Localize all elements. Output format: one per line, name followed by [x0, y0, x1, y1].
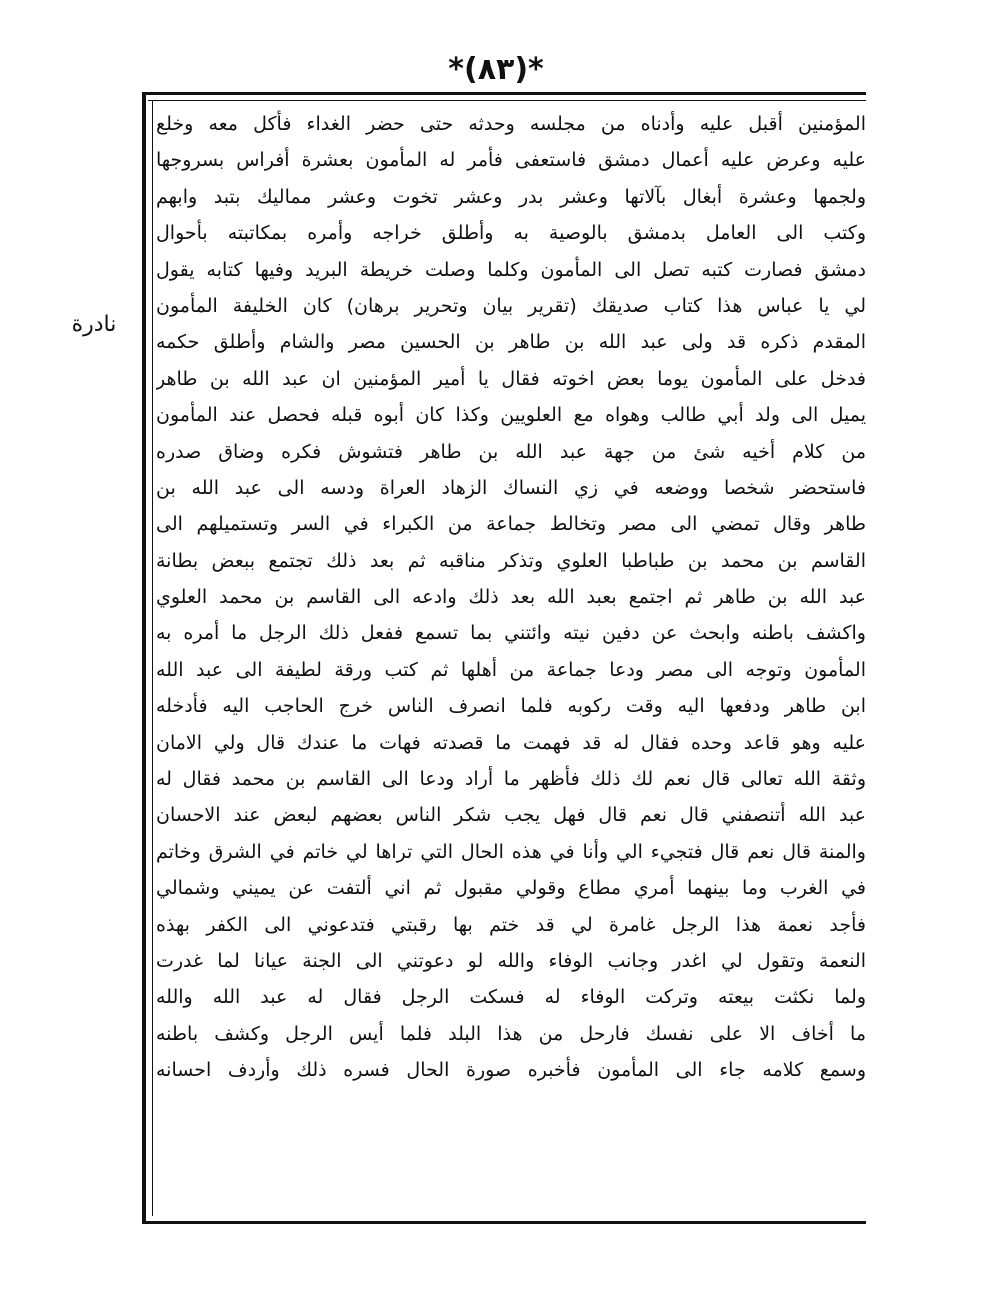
text-line: فأجد نعمة هذا الرجل غامرة لي قد ختم بها رقبتي فتدعوني الى الكفر بهذه	[156, 913, 866, 936]
text-line: يميل الى ولد أبي طالب وهواه مع العلويين وكذا كان أبوه قبله فحصل عند المأمون	[156, 404, 866, 427]
frame-inner-rule	[152, 100, 153, 1216]
text-line: عبد الله أتنصفني قال نعم قال فهل يجب شكر الناس بعضهم لبعض عند الاحسان	[156, 804, 866, 827]
text-line: المأمون وتوجه الى مصر ودعا جماعة من أهلها ثم كتب ورقة لطيفة الى عبد الله	[156, 658, 866, 681]
text-line: وكتب الى العامل بدمشق بالوصية به وأطلق خراجه وأمره بمكاتبته بأحوال	[156, 222, 866, 245]
text-line: طاهر وقال تمضي الى مصر وتخالط جماعة من الكبراء في السر وتستميلهم الى	[156, 513, 866, 536]
text-line: ابن طاهر ودفعها اليه وقت ركوبه فلما انصرف الناس خرج الحاجب اليه فأدخله	[156, 695, 866, 718]
text-line: واكشف باطنه وابحث عن دفين نيته وائتني بما تسمع ففعل ذلك الرجل ما أمره به	[156, 622, 866, 645]
text-line: وثقة الله تعالى قال نعم لك ذلك فأظهر ما أراد ودعا الى القاسم بن محمد فقال له	[156, 768, 866, 791]
text-line: القاسم بن محمد بن طباطبا العلوي وتذكر مناقبه ثم بعد ذلك تجتمع ببعض بطانة	[156, 549, 866, 572]
text-line: في الغرب وما بينهما أمري مطاع وقولي مقبول ثم اني ألتفت عن يميني وشمالي	[156, 877, 866, 900]
text-line: والمنة قال نعم قال فتجيء الي وأنا في هذه الحال التي تراها لي خاتم في الشرق وخاتم	[156, 840, 866, 863]
text-line: فدخل على المأمون يوما بعض اخوته فقال يا أمير المؤمنين ان عبد الله بن طاهر	[156, 367, 866, 390]
text-line: عليه وعرض عليه أعمال دمشق فاستعفى فأمر له المأمون بعشرة أفراس بسروجها	[156, 149, 866, 172]
frame-top-rule-thin	[148, 100, 866, 101]
text-line: عبد الله بن طاهر ثم اجتمع بعبد الله بعد ذلك وادعه الى القاسم بن محمد العلوي	[156, 586, 866, 609]
text-line: عليه وهو قاعد وحده فقال له قد فهمت ما قصدته فهات ما عندك قال ولي الامان	[156, 731, 866, 754]
text-line: ولجمها وعشرة أبغال بآلاتها وعشر بدر وعشر تخوت وعشر مماليك بتبد وابهم	[156, 185, 866, 208]
text-line: وسمع كلامه جاء الى المأمون فأخبره صورة الحال فسره ذلك وأردف احسانه	[156, 1059, 866, 1082]
margin-note: نادرة	[71, 312, 117, 337]
text-line: لي يا عباس هذا كتاب صديقك (تقرير بيان وتحرير برهان) كان الخليفة المأمون	[156, 294, 866, 317]
text-line: المقدم ذكره قد ولى عبد الله بن طاهر بن الحسين مصر والشام وأطلق حكمه	[156, 331, 866, 354]
text-line: المؤمنين أقبل عليه وأدناه من مجلسه وحدثه حتى حضر الغداء فأكل معه وخلع	[156, 113, 866, 135]
frame-top-rule	[142, 92, 866, 95]
text-line: من كلام أخيه شئ من جهة عبد الله بن طاهر فتشوش فكره وضاق صدره	[156, 440, 866, 463]
text-line: النعمة وتقول لي اغدر وجانب الوفاء والله لو دعوتني الى الجنة عيانا لما غدرت	[156, 949, 866, 972]
page-number: *(٨٣)*	[448, 52, 544, 87]
body-text	[156, 106, 866, 1089]
text-line: ما أخاف الا على نفسك فارحل من هذا البلد فلما أيس الرجل وكشف باطنه	[156, 1022, 866, 1045]
text-line: دمشق فصارت كتبه تصل الى المأمون وكلما وصلت خريطة البريد وفيها كتابه يقول	[156, 258, 866, 281]
text-line: ولما نكثت بيعته وتركت الوفاء له فسكت الرجل فقال له عبد الله والله	[156, 986, 866, 1009]
text-line: فاستحضر شخصا ووضعه في زي النساك الزهاد العراة ودسه الى عبد الله بن	[156, 476, 866, 499]
